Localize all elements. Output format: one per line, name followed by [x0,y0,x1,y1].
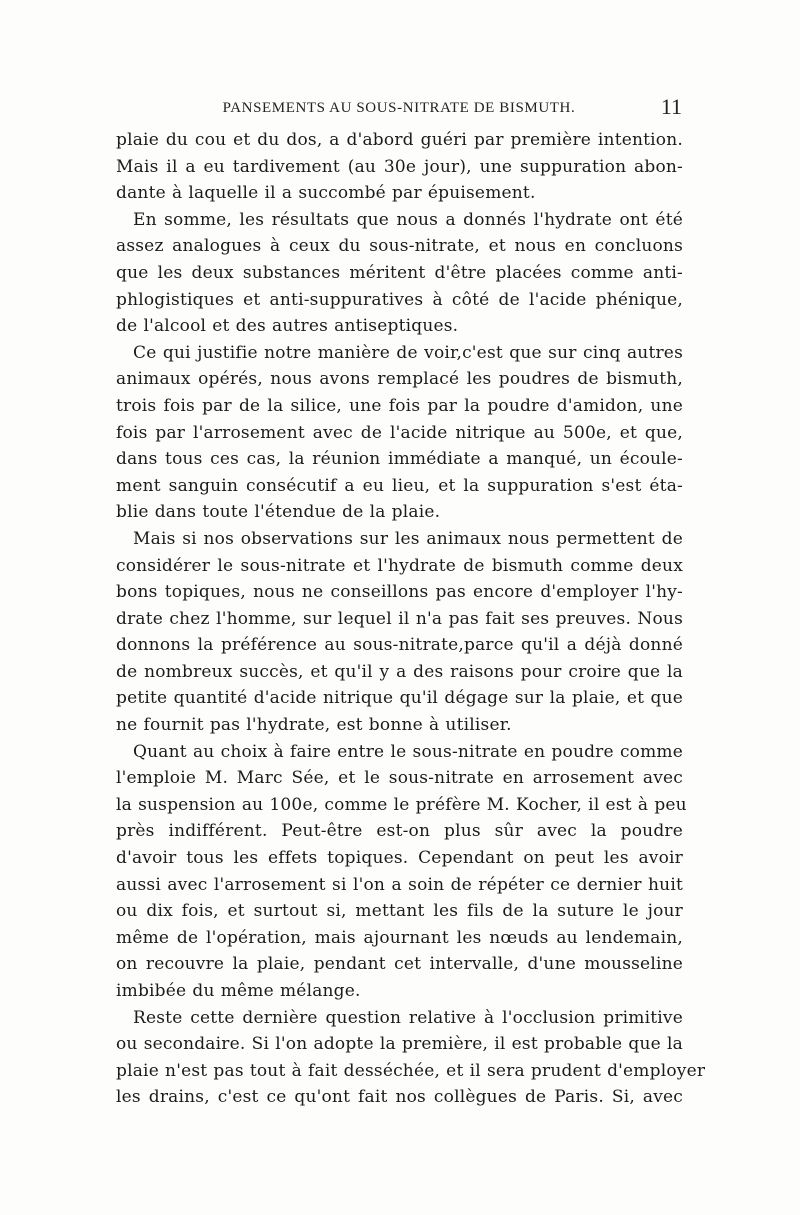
paragraph-first-line: Quant au choix à faire entre le sous-nitrate en poudre comme [133,741,683,762]
text-line: on recouvre la plaie, pendant cet intervalle, d'une mousseline [116,954,683,975]
running-title: PANSEMENTS AU SOUS-NITRATE DE BISMUTH. [222,100,576,116]
paragraph-first-line: En somme, les résultats que nous a donnés l'hydrate ont été [133,209,683,230]
text-line: dante à laquelle il a succombé par épuisement. [116,183,536,204]
text-line: animaux opérés, nous avons remplacé les poudres de bismuth, [116,369,683,390]
text-line: ou dix fois, et surtout si, mettant les fils de la suture le jour [116,901,683,922]
text-line: assez analogues à ceux du sous-nitrate, et nous en concluons [116,236,683,257]
text-line: de l'alcool et des autres antiseptiques. [116,316,459,337]
text-line: plaie du cou et du dos, a d'abord guéri par première intention. [116,130,683,150]
text-line: donnons la préférence au sous-nitrate,parce qu'il a déjà donné [116,635,683,656]
text-line: imbibée du même mélange. [116,981,361,1001]
text-line: d'avoir tous les effets topiques. Cependant on peut les avoir [116,848,683,869]
paragraph-first-line: Mais si nos observations sur les animaux nous permettent de [133,528,683,549]
paragraph-first-line: Ce qui justifie notre manière de voir,c'est que sur cinq autres [133,342,683,363]
text-line: petite quantité d'acide nitrique qu'il dégage sur la plaie, et que [116,688,683,709]
text-line: de nombreux succès, et qu'il y a des raisons pour croire que la [116,661,683,682]
text-line: l'emploie M. Marc Sée, et le sous-nitrate en arrosement avec [116,768,683,789]
text-line: phlogistiques et anti-suppuratives à côté de l'acide phénique, [116,289,683,310]
page-number: 11 [660,94,682,119]
text-line: ou secondaire. Si l'on adopte la première, il est probable que la [116,1034,683,1055]
text-line: que les deux substances méritent d'être placées comme anti- [116,262,683,283]
text-line: près indifférent. Peut-être est-on plus sûr avec la poudre [116,821,683,842]
body-text [116,127,706,1111]
text-line: la suspension au 100e, comme le préfère M. Kocher, il est à peu [116,794,687,815]
text-line: Mais il a eu tardivement (au 30e jour), une suppuration abon- [116,156,683,177]
text-line: ment sanguin consécutif a eu lieu, et la suppuration s'est éta- [116,475,683,496]
text-line: aussi avec l'arrosement si l'on a soin de répéter ce dernier huit [116,874,683,895]
text-line: dans tous ces cas, la réunion immédiate a manqué, un écoule- [116,449,683,470]
text-line: même de l'opération, mais ajournant les nœuds au lendemain, [116,927,683,948]
text-line: plaie n'est pas tout à fait desséchée, et il sera prudent d'employer [116,1060,706,1081]
text-line: blie dans toute l'étendue de la plaie. [116,502,441,523]
text-line: les drains, c'est ce qu'ont fait nos collègues de Paris. Si, avec [116,1087,683,1108]
text-line: ne fournit pas l'hydrate, est bonne à utiliser. [116,715,512,736]
text-line: bons topiques, nous ne conseillons pas encore d'employer l'hy- [116,582,683,603]
text-line: fois par l'arrosement avec de l'acide nitrique au 500e, et que, [116,422,683,443]
text-line: considérer le sous-nitrate et l'hydrate de bismuth comme deux [116,555,683,576]
text-line: drate chez l'homme, sur lequel il n'a pas fait ses preuves. Nous [116,608,683,629]
running-header [116,94,682,122]
text-line: trois fois par de la silice, une fois par la poudre d'amidon, une [116,395,683,416]
paragraph-first-line: Reste cette dernière question relative à l'occlusion primitive [133,1007,683,1028]
